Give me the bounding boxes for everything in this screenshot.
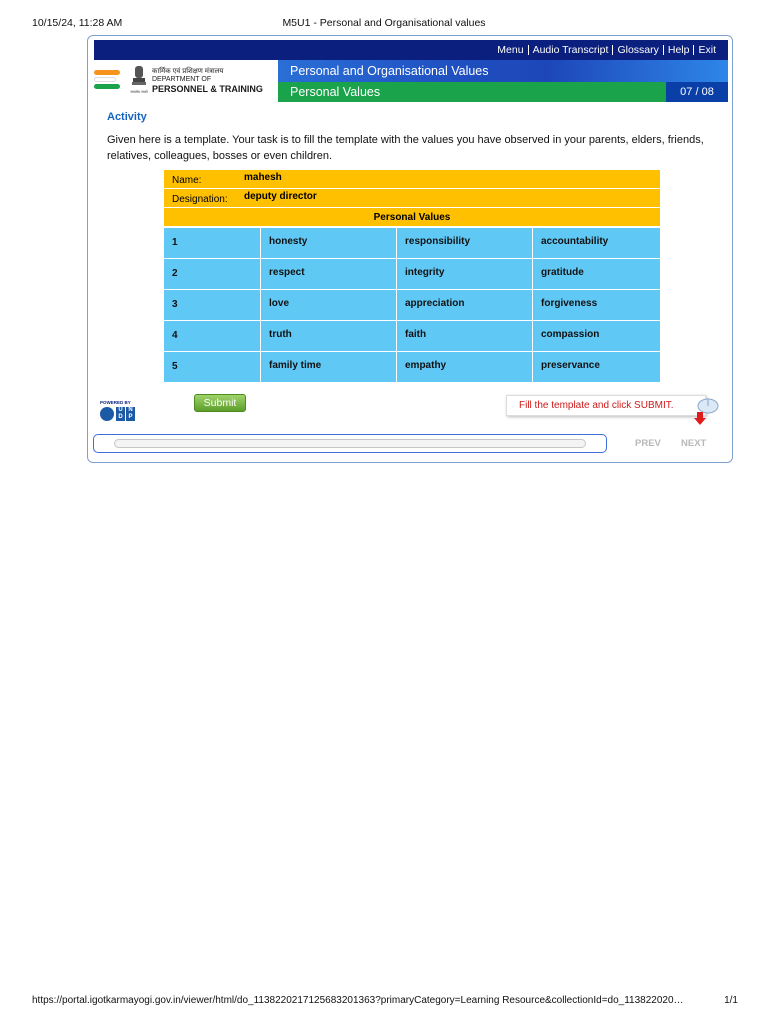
personal-values-header: Personal Values	[164, 208, 660, 227]
next-button[interactable]: NEXT	[681, 438, 707, 449]
values-template	[164, 170, 660, 382]
submit-button[interactable]: Submit	[194, 394, 246, 412]
menu-link[interactable]: Menu	[497, 44, 524, 56]
table-row	[164, 228, 660, 258]
progress-bar	[93, 434, 607, 453]
row-number: 5	[164, 352, 260, 382]
value-input[interactable]: compassion	[533, 321, 660, 351]
print-page-number: 1/1	[724, 995, 738, 1006]
page-indicator: 07 / 08	[666, 82, 728, 102]
value-input[interactable]: respect	[261, 259, 396, 289]
navigation-bar	[93, 434, 729, 454]
mouse-click-icon	[692, 396, 720, 426]
menu-separator	[693, 45, 694, 55]
logo-hindi-line: कार्मिक एवं प्रशिक्षण मंत्रालय	[152, 68, 224, 75]
print-footer	[0, 995, 768, 1009]
value-input[interactable]: empathy	[397, 352, 532, 382]
row-number: 1	[164, 228, 260, 258]
value-input[interactable]: gratitude	[533, 259, 660, 289]
value-input[interactable]: integrity	[397, 259, 532, 289]
print-datetime: 10/15/24, 11:28 AM	[32, 17, 123, 29]
value-input[interactable]: appreciation	[397, 290, 532, 320]
course-player	[94, 40, 726, 458]
value-input[interactable]: truth	[261, 321, 396, 351]
exit-link[interactable]: Exit	[698, 44, 716, 56]
value-input[interactable]: honesty	[261, 228, 396, 258]
activity-instructions: Given here is a template. Your task is to fill the template with the values you have observed in your parents, elders, friends, relatives, colleagues, bosses or even children.	[107, 134, 704, 162]
value-input[interactable]: faith	[397, 321, 532, 351]
menu-separator	[663, 45, 664, 55]
submit-hint: Fill the template and click SUBMIT.	[506, 395, 706, 416]
table-row	[164, 352, 660, 382]
designation-input[interactable]: deputy director	[244, 191, 317, 202]
value-input[interactable]: responsibility	[397, 228, 532, 258]
course-title: Personal and Organisational Values	[278, 60, 728, 82]
print-header	[0, 17, 768, 31]
value-input[interactable]: preservance	[533, 352, 660, 382]
course-subtitle: Personal Values	[290, 85, 381, 99]
value-input[interactable]: family time	[261, 352, 396, 382]
print-url: https://portal.igotkarmayogi.gov.in/viewer/html/do_1138220217125683201363?primaryCategory=Learning Resource&collectionId=do_113822020…	[32, 995, 684, 1006]
undp-logo	[100, 400, 138, 424]
glossary-link[interactable]: Glossary	[617, 44, 659, 56]
logo-personnel-line: PERSONNEL & TRAINING	[152, 84, 263, 94]
state-emblem-icon	[130, 64, 148, 96]
row-number: 4	[164, 321, 260, 351]
course-subtitle-bar	[278, 82, 728, 102]
audio-transcript-link[interactable]: Audio Transcript	[532, 44, 609, 56]
values-grid	[164, 228, 660, 382]
menu-separator	[612, 45, 613, 55]
value-input[interactable]: love	[261, 290, 396, 320]
prev-button[interactable]: PREV	[635, 438, 661, 449]
table-row	[164, 290, 660, 320]
course-title-bar	[278, 60, 728, 102]
table-row	[164, 259, 660, 289]
name-label: Name:	[172, 175, 202, 186]
help-link[interactable]: Help	[667, 44, 690, 56]
name-input[interactable]: mahesh	[244, 172, 282, 183]
course-player-frame	[87, 35, 733, 463]
emblem-caption: सत्यमेव जयते	[130, 90, 148, 94]
top-menu-bar	[94, 40, 728, 60]
menu-separator	[528, 45, 529, 55]
table-row	[164, 321, 660, 351]
name-row	[164, 170, 660, 189]
tricolor-icon	[94, 70, 124, 94]
activity-heading: Activity	[107, 111, 147, 123]
row-number: 3	[164, 290, 260, 320]
powered-by-label: POWERED BY	[100, 400, 131, 405]
designation-label: Designation:	[172, 194, 228, 205]
value-input[interactable]: accountability	[533, 228, 660, 258]
print-title: M5U1 - Personal and Organisational values	[282, 17, 486, 29]
progress-track	[114, 439, 586, 448]
row-number: 2	[164, 259, 260, 289]
value-input[interactable]: forgiveness	[533, 290, 660, 320]
undp-letters: U ND P	[116, 407, 136, 421]
designation-row	[164, 189, 660, 208]
logo-text	[152, 68, 263, 94]
dopt-logo	[94, 60, 278, 102]
logo-department-line: DEPARTMENT OF	[152, 76, 212, 83]
un-globe-icon	[100, 407, 114, 421]
